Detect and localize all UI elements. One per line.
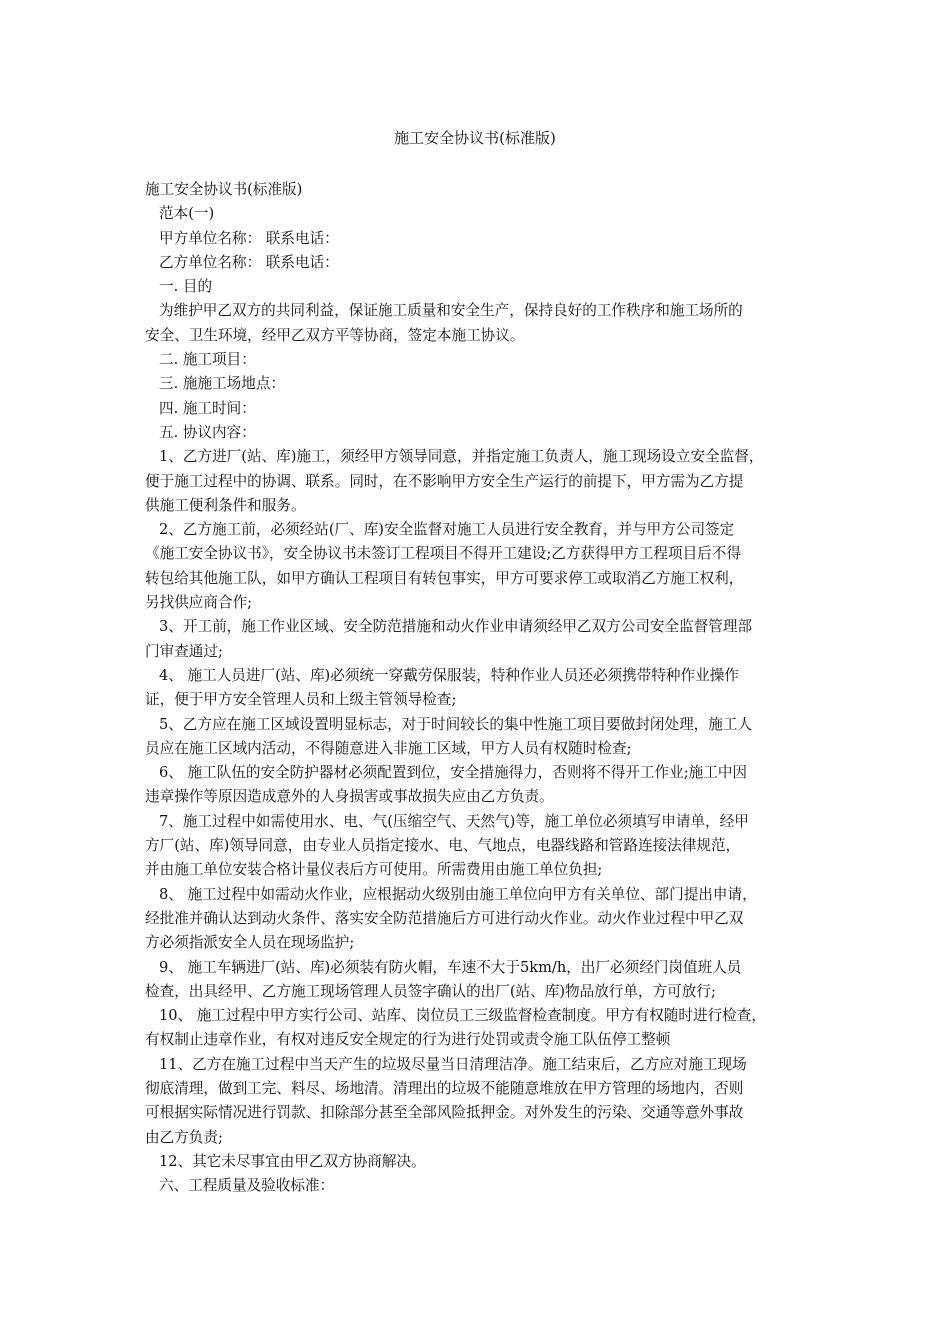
text-line: 另找供应商合作;: [145, 594, 253, 612]
text-line: 转包给其他施工队，如甲方确认工程项目有转包事实，甲方可要求停工或取消乙方施工权利，: [145, 569, 744, 587]
text-line: 方厂(站、库)领导同意，由专业人员指定接水、电、气地点，电器线路和管路连接法律规范，: [145, 837, 741, 855]
text-line: 施工安全协议书(标准版): [145, 181, 303, 198]
text-line: 2、乙方施工前，必须经站(厂、库)安全监督对施工人员进行安全教育，并与甲方公司签定: [159, 521, 735, 539]
text-line: 11、乙方在施工过程中当天产生的垃圾尽量当日清理洁净。施工结束后，乙方应对施工现场: [159, 1055, 747, 1073]
text-line: 《施工安全协议书》，安全协议书未签订工程项目不得开工建设;乙方获得甲方工程项目后不得: [145, 545, 741, 563]
text-line: 一. 目的: [159, 278, 213, 296]
text-line: 证，便于甲方安全管理人员和上级主管领导检查;: [145, 691, 457, 709]
text-line: 可根据实际情况进行罚款、扣除部分甚至全部风险抵押金。对外发生的污染、交通等意外事故: [145, 1104, 744, 1122]
text-line: 12、其它未尽事宜由甲乙双方协商解决。: [159, 1152, 426, 1170]
text-line: 7、施工过程中如需使用水、电、气(压缩空气、天然气)等，施工单位必须填写申请单，经甲: [159, 812, 749, 830]
text-line: 范本(一): [159, 205, 215, 223]
text-line: 5、乙方应在施工区域设置明显标志，对于时间较长的集中性施工项目要做封闭处理，施工人: [159, 715, 753, 733]
text-line: 1、乙方进厂(站、库)施工，须经甲方领导同意，并指定施工负责人，施工现场设立安全监督，: [159, 448, 764, 466]
text-line: 五. 协议内容：: [159, 423, 256, 441]
text-line: 六、工程质量及验收标准：: [159, 1177, 335, 1195]
text-line: 检查，出具经甲、乙方施工现场管理人员签字确认的出厂(站、库)物品放行单，方可放行;: [145, 982, 716, 1000]
text-line: 门审查通过;: [145, 642, 223, 660]
text-line: 为维护甲乙双方的共同利益，保证施工质量和安全生产，保持良好的工作秩序和施工场所的: [159, 302, 743, 320]
text-line: 供施工便利条件和服务。: [145, 496, 306, 514]
text-line: 四. 施工时间：: [159, 399, 256, 417]
document-title: 施工安全协议书(标准版): [394, 129, 556, 147]
text-line: 8、 施工过程中如需动火作业，应根据动火级别由施工单位向甲方有关单位、部门提出申请，: [159, 885, 757, 903]
text-line: 二. 施工项目：: [159, 351, 256, 369]
text-line: 方必须指派安全人员在现场监护;: [145, 934, 355, 952]
text-line: 9、 施工车辆进厂(站、库)必须装有防火帽，车速不大于5km/h，出厂必须经门岗值班人员: [159, 958, 742, 976]
document-body: [145, 178, 813, 1198]
text-line: 彻底清理，做到工完、料尽、场地清。清理出的垃圾不能随意堆放在甲方管理的场地内，否则: [145, 1079, 744, 1097]
text-line: 违章操作等原因造成意外的人身损害或事故损失应由乙方负责。: [145, 788, 554, 806]
text-line: 员应在施工区域内活动，不得随意进入非施工区域，甲方人员有权随时检查;: [145, 739, 632, 757]
text-line: 6、 施工队伍的安全防护器材必须配置到位，安全措施得力，否则将不得开工作业;施工中因: [159, 764, 748, 782]
text-line: 乙方单位名称： 联系电话：: [159, 253, 339, 271]
text-line: 4、 施工人员进厂(站、库)必须统一穿戴劳保服装，特种作业人员还必须携带特种作业操作: [159, 666, 739, 684]
text-line: 3、开工前，施工作业区域、安全防范措施和动火作业申请须经甲乙双方公司安全监督管理部: [159, 618, 753, 636]
text-line: 便于施工过程中的协调、联系。同时，在不影响甲方安全生产运行的前提下，甲方需为乙方提: [145, 472, 744, 490]
text-line: 三. 施施工场地点：: [159, 375, 286, 393]
text-line: 由乙方负责;: [145, 1128, 223, 1146]
text-line: 甲方单位名称： 联系电话：: [159, 229, 339, 247]
text-line: 经批准并确认达到动火条件、落实安全防范措施后方可进行动火作业。动火作业过程中甲乙双: [145, 909, 744, 927]
text-line: 并由施工单位安装合格计量仪表后方可使用。所需费用由施工单位负担;: [145, 861, 603, 879]
text-line: 10、 施工过程中甲方实行公司、站库、岗位员工三级监督检查制度。甲方有权随时进行检查，: [159, 1007, 766, 1025]
text-line: 安全、卫生环境，经甲乙双方平等协商，签定本施工协议。: [145, 326, 525, 344]
text-line: 有权制止违章作业，有权对违反安全规定的行为进行处罚或责令施工队伍停工整顿: [145, 1031, 671, 1049]
